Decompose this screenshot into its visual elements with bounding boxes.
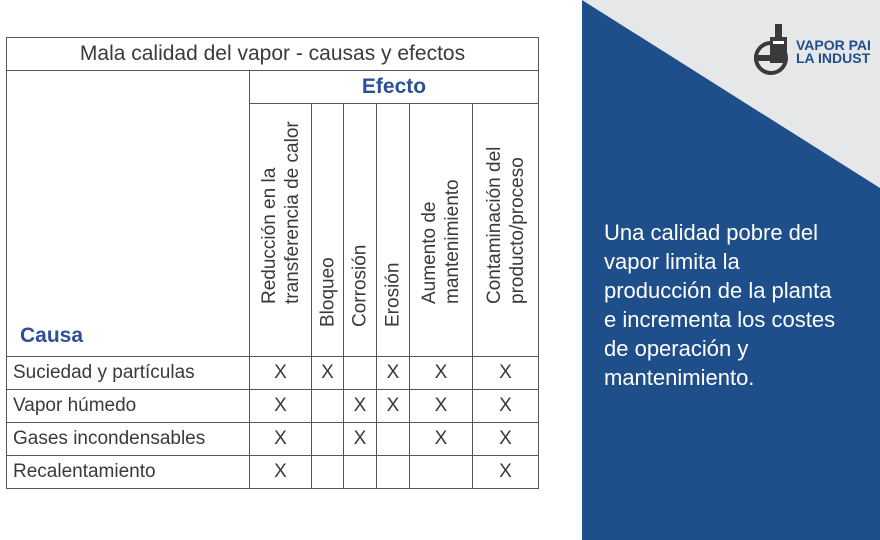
effect-mark	[344, 357, 377, 390]
effect-label-line: mantenimiento	[442, 179, 463, 304]
effect-mark	[312, 423, 344, 456]
table-row	[7, 423, 539, 456]
brand-name	[796, 39, 871, 65]
effect-label-line: Erosión	[382, 262, 404, 327]
effect-column-header	[410, 104, 473, 357]
effect-mark: X	[344, 390, 377, 423]
effect-column-header	[312, 104, 344, 357]
logo-pipe	[754, 55, 772, 61]
table-row	[7, 390, 539, 423]
logo-detail	[773, 41, 784, 44]
effect-mark: X	[250, 423, 312, 456]
logo-body	[770, 37, 787, 63]
cause-header: Causa	[7, 71, 250, 357]
message-line: mantenimiento.	[604, 365, 755, 390]
effect-mark: X	[344, 423, 377, 456]
effect-mark: X	[410, 423, 473, 456]
effect-column-header	[344, 104, 377, 357]
effect-label-line: Aumento de	[419, 201, 440, 304]
message-line: vapor limita la	[604, 249, 740, 274]
table-row	[7, 357, 539, 390]
effect-mark	[312, 456, 344, 489]
table-row	[7, 456, 539, 489]
effect-mark: X	[250, 357, 312, 390]
effect-label-line: Contaminación del	[483, 146, 505, 304]
effect-label-line: Bloqueo	[317, 257, 338, 327]
brand-name-line: VAPOR PAI	[796, 37, 871, 53]
effect-header: Efecto	[250, 71, 539, 104]
effect-label-line: Corrosión	[349, 244, 371, 327]
slide-right-pane	[582, 0, 880, 540]
valve-icon	[750, 22, 796, 82]
table-title: Mala calidad del vapor - causas y efectos	[7, 38, 539, 71]
effect-mark	[377, 423, 410, 456]
brand-name-line: LA INDUST	[796, 50, 871, 66]
cause-label: Suciedad y partículas	[7, 357, 250, 390]
effect-column-header	[377, 104, 410, 357]
effect-label-line: Reducción en la	[258, 167, 280, 304]
brand-logo	[750, 22, 880, 82]
effect-mark	[377, 456, 410, 489]
message-line: de operación y	[604, 336, 749, 361]
effect-mark: X	[250, 456, 312, 489]
quality-message	[604, 218, 880, 392]
message-line: producción de la planta	[604, 278, 832, 303]
cause-label: Vapor húmedo	[7, 390, 250, 423]
steam-quality-table	[6, 37, 539, 489]
effect-column-header	[250, 104, 312, 357]
effect-column-header	[473, 104, 539, 357]
effect-mark	[312, 390, 344, 423]
effect-label-line: transferencia de calor	[281, 121, 303, 304]
effect-mark: X	[473, 423, 539, 456]
effect-label-line: producto/proceso	[506, 157, 528, 304]
effect-mark: X	[473, 456, 539, 489]
effect-mark: X	[473, 390, 539, 423]
effect-mark: X	[312, 357, 344, 390]
message-line: Una calidad pobre del	[604, 220, 819, 245]
effect-mark	[410, 456, 473, 489]
effect-mark: X	[410, 390, 473, 423]
effect-mark: X	[410, 357, 473, 390]
message-line: e incrementa los costes	[604, 307, 836, 332]
cause-label: Recalentamiento	[7, 456, 250, 489]
effect-mark: X	[377, 390, 410, 423]
effect-mark: X	[473, 357, 539, 390]
logo-stem	[775, 24, 782, 38]
effect-mark: X	[377, 357, 410, 390]
effect-mark	[344, 456, 377, 489]
cause-label: Gases incondensables	[7, 423, 250, 456]
effect-mark: X	[250, 390, 312, 423]
